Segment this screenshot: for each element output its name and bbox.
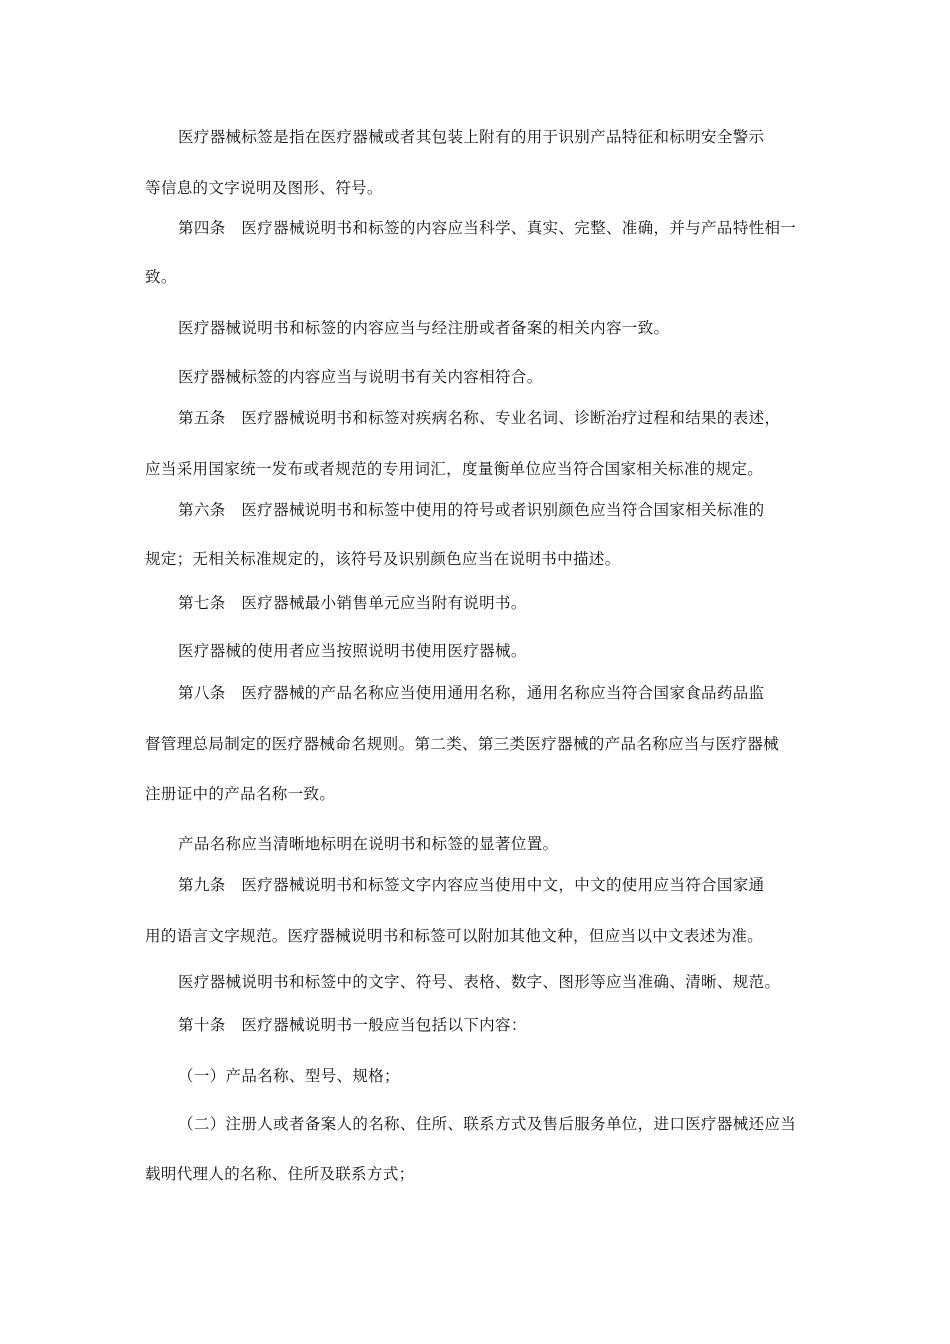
text-line: 规定；无相关标准规定的，该符号及识别颜色应当在说明书中描述。 (145, 550, 621, 568)
text-line: 第四条 医疗器械说明书和标签的内容应当科学、真实、完整、准确，并与产品特性相一 (178, 219, 797, 237)
text-line: 医疗器械标签是指在医疗器械或者其包装上附有的用于识别产品特征和标明安全警示 (178, 128, 765, 146)
text-line: 医疗器械标签的内容应当与说明书有关内容相符合。 (178, 368, 543, 386)
text-line: 督管理总局制定的医疗器械命名规则。第二类、第三类医疗器械的产品名称应当与医疗器械 (145, 735, 780, 753)
text-line: 应当采用国家统一发布或者规范的专用词汇，度量衡单位应当符合国家相关标准的规定。 (145, 460, 764, 478)
text-line: 致。 (145, 268, 177, 286)
text-line: 第九条 医疗器械说明书和标签文字内容应当使用中文，中文的使用应当符合国家通 (178, 876, 765, 894)
text-line: 第八条 医疗器械的产品名称应当使用通用名称，通用名称应当符合国家食品药品监 (178, 684, 765, 702)
text-line: 第六条 医疗器械说明书和标签中使用的符号或者识别颜色应当符合国家相关标准的 (178, 501, 765, 519)
text-line: 第七条 医疗器械最小销售单元应当附有说明书。 (178, 594, 527, 612)
text-line: 医疗器械说明书和标签的内容应当与经注册或者备案的相关内容一致。 (178, 319, 670, 337)
text-line: （一）产品名称、型号、规格； (178, 1067, 400, 1085)
text-line: 等信息的文字说明及图形、符号。 (145, 179, 383, 197)
text-line: 医疗器械说明书和标签中的文字、符号、表格、数字、图形等应当准确、清晰、规范。 (178, 973, 781, 991)
text-line: （二）注册人或者备案人的名称、住所、联系方式及售后服务单位，进口医疗器械还应当 (178, 1115, 797, 1133)
text-line: 用的语言文字规范。医疗器械说明书和标签可以附加其他文种，但应当以中文表述为准。 (145, 927, 764, 945)
text-line: 第五条 医疗器械说明书和标签对疾病名称、专业名词、诊断治疗过程和结果的表述， (178, 409, 781, 427)
text-line: 载明代理人的名称、住所及联系方式； (145, 1165, 415, 1183)
text-line: 产品名称应当清晰地标明在说明书和标签的显著位置。 (178, 835, 559, 853)
text-line: 注册证中的产品名称一致。 (145, 785, 336, 803)
text-line: 第十条 医疗器械说明书一般应当包括以下内容： (178, 1016, 527, 1034)
text-line: 医疗器械的使用者应当按照说明书使用医疗器械。 (178, 642, 527, 660)
